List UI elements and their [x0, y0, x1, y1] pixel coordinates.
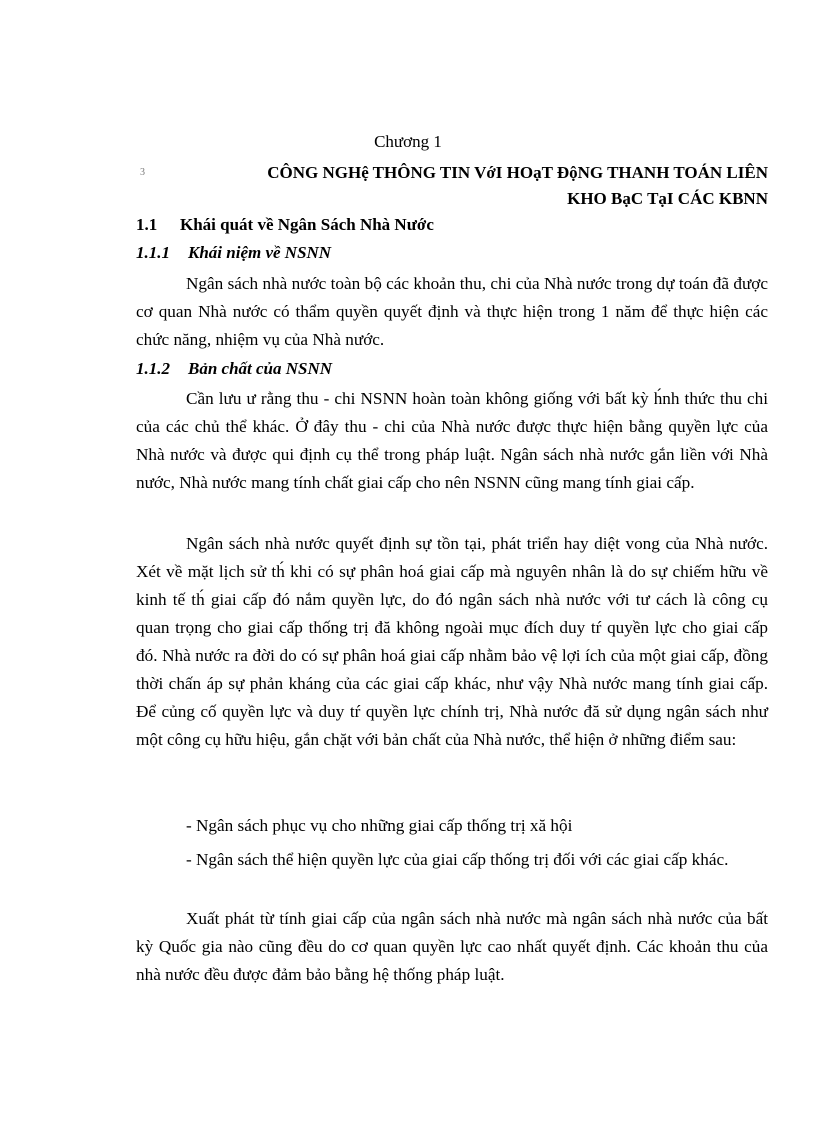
bullet-item: - Ngân sách phục vụ cho những giai cấp thống trị xă hội	[186, 816, 573, 835]
paragraph-origin: Xuất phát từ tính giai cấp của ngân sách nhà nước mà ngân sách nhà nước của bất kỳ Quốc gia nào cũng đều do cơ quan quyền lực cao nhất quyết định. Các khoản thu của nhà nước đều được đảm bảo bằng hệ thống pháp luật.	[136, 909, 768, 984]
subsection-number: 1.1.1	[136, 243, 170, 262]
page-marker: 3	[140, 167, 145, 178]
section-heading-1-1	[136, 212, 768, 238]
subsection-title: Bản chất của NSNN	[188, 359, 333, 378]
paragraph-definition: Ngân sách nhà nước toàn bộ các khoản thu, chi của Nhà nước trong dự toán đã được cơ quan Nhà nước có thẩm quyền quyết định và thực hiện trong 1 năm để thực hiện các chức năng, nhiệm vụ của Nhà nước.	[136, 274, 768, 349]
chapter-title-line-2: KHO BạC TạI CÁC KBNN	[567, 189, 768, 208]
paragraph-nature: Cần lưu ư rằng thu - chi NSNN hoàn toàn không giống với bất kỳ h́nh thức thu chi của các chủ thể khác. Ở đây thu - chi của Nhà nước được thực hiện bằng quyền lực của Nhà nước và được qui định cụ thể trong pháp luật. Ngân sách nhà nước gắn liền với Nhà nước, Nhà nước mang tính chất giai cấp cho nên NSNN cũng mang tính giai cấp.	[136, 389, 768, 492]
subsection-heading-1-1-1	[136, 240, 768, 266]
section-title: Khái quát về Ngân Sách Nhà Nước	[180, 215, 434, 234]
chapter-label: Chương 1	[374, 132, 442, 151]
subsection-number: 1.1.2	[136, 359, 170, 378]
chapter-title	[136, 160, 768, 212]
subsection-title: Khái niệm về NSNN	[188, 243, 332, 262]
paragraph-history: Ngân sách nhà nước quyết định sự tồn tại, phát triển hay diệt vong của Nhà nước. Xét về mặt lịch sử th́ khi có sự phân hoá giai cấp mà nguyên nhân là do sự chiếm hữu về kinh tế th́ giai cấp đó nắm quyền lực, do đó ngân sách nhà nước với tư cách là công cụ quan trọng cho giai cấp thống trị đă không ngoài mục đích duy tŕ quyền lực cho giai cấp đó. Nhà nước ra đời do có sự phân hoá giai cấp nhằm bảo vệ lợi ích của một giai cấp, đồng thời chấn áp sự phản kháng của các giai cấp khác, như vậy Nhà nước mang tính giai cấp. Để củng cố quyền lực và duy tŕ quyền lực chính trị, Nhà nước đă sử dụng ngân sách như một công cụ hữu hiệu, gắn chặt với bản chất của Nhà nước, thể hiện ở những điểm sau:	[136, 534, 768, 749]
bullet-item: - Ngân sách thể hiện quyền lực của giai cấp thống trị đối với các giai cấp khác.	[186, 850, 729, 869]
subsection-heading-1-1-2	[136, 356, 768, 382]
chapter-title-line-1: CÔNG NGHệ THÔNG TIN VớI HOạT ĐộNG THANH TOÁN LIÊN	[267, 163, 768, 182]
section-number: 1.1	[136, 215, 158, 234]
